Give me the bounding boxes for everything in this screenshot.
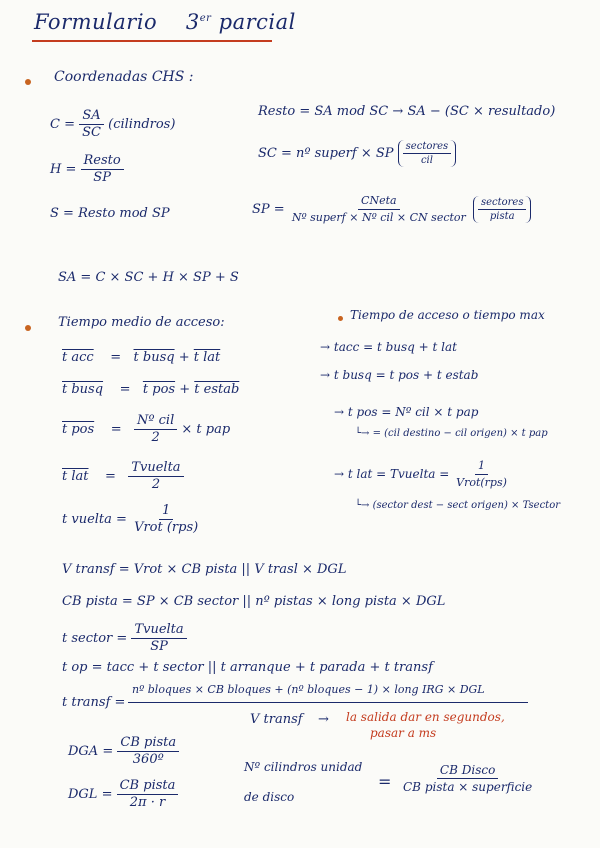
tsector-lhs: t sector = <box>62 631 128 646</box>
max-line-5 <box>334 458 510 491</box>
dga-formula <box>68 735 179 768</box>
h-fraction <box>81 153 124 186</box>
tbusq-lhs: t busq <box>62 382 104 397</box>
c-den: SC <box>82 125 101 140</box>
c-note: (cilindros) <box>108 117 176 132</box>
tsector-den: SP <box>150 639 168 654</box>
c-num: SA <box>79 108 103 125</box>
tvuelta-num: 1 <box>159 503 173 520</box>
dga-fraction <box>117 735 179 768</box>
tlat-fraction <box>128 460 183 493</box>
c-fraction <box>79 108 104 141</box>
tvuelta-fraction <box>131 503 201 536</box>
dgl-num: CB pista <box>117 778 179 795</box>
h-formula <box>50 153 124 186</box>
s-formula: S = Resto mod SP <box>50 206 170 221</box>
max-line-4: └→ = (cil destino − cil origen) × t pap <box>355 428 548 439</box>
tacc-formula <box>62 350 220 365</box>
sp-lhs: SP = <box>252 202 285 217</box>
sa-formula: SA = C × SC + H × SP + S <box>58 270 239 285</box>
tlat-lhs: t lat <box>62 469 89 484</box>
title-underline <box>32 40 272 42</box>
tbusq-rhs-a: t pos <box>142 382 176 397</box>
ncil-den: CB pista × superficie <box>403 780 533 794</box>
max-l5-fraction <box>453 458 510 491</box>
tlat-den: 2 <box>151 477 161 492</box>
chs-heading: Coordenadas CHS : <box>54 69 194 85</box>
ttransf-num: nº bloques × CB bloques + (nº bloques − 1) × long IRG × DGL <box>132 683 485 696</box>
bullet-dot <box>25 79 31 85</box>
dga-den: 360º <box>132 752 164 767</box>
eq-sign: = <box>105 469 116 484</box>
max-line-3: → t pos = Nº cil × t pap <box>334 405 479 419</box>
sc-eq: SC = nº superf × SP <box>258 146 394 161</box>
tvuelta-lhs: t vuelta = <box>62 512 127 527</box>
tpos-num: Nº cil <box>134 413 177 430</box>
plus-sign: + <box>178 350 190 365</box>
dgl-lhs: DGL = <box>68 787 113 802</box>
resto-rhs: SA − (SC × resultado) <box>407 104 556 119</box>
sp-units-den: pista <box>489 211 515 222</box>
title-word: parcial <box>218 10 296 34</box>
ncil-label-1: Nº cilindros unidad <box>244 760 363 774</box>
max-l5-text: → t lat = Tvuelta = <box>334 467 450 481</box>
dgl-den: 2π · r <box>129 795 166 810</box>
sp-units <box>473 196 532 223</box>
page-title <box>34 10 296 34</box>
ttransf-fraction-line <box>128 702 528 703</box>
max-heading: Tiempo de acceso o tiempo max <box>350 308 545 322</box>
tpos-tail: × t pap <box>181 422 231 437</box>
sp-num: CNeta <box>358 193 400 210</box>
h-num: Resto <box>81 153 124 170</box>
sp-formula <box>252 193 531 226</box>
ncil-num: CB Disco <box>437 762 498 779</box>
ttransf-den: V transf <box>250 712 303 727</box>
top-formula: t op = tacc + t sector || t arranque + t parada + t transf <box>62 660 433 675</box>
tpos-formula <box>62 413 230 446</box>
sc-units <box>398 140 457 167</box>
sc-units-num: sectores <box>403 140 452 154</box>
dgl-formula <box>68 778 178 811</box>
h-den: SP <box>93 170 111 185</box>
sp-den: Nº superf × Nº cil × CN sector <box>291 211 466 224</box>
ttransf-lhs: t transf = <box>62 695 126 710</box>
tsector-formula <box>62 622 187 655</box>
tiempo-heading: Tiempo medio de acceso: <box>58 315 225 330</box>
tacc-rhs-a: t busq <box>133 350 175 365</box>
tpos-lhs: t pos <box>62 422 95 437</box>
cbpista-formula: CB pista = SP × CB sector || nº pistas × long pista × DGL <box>62 594 446 609</box>
tlat-formula <box>62 460 184 493</box>
dga-lhs: DGA = <box>68 744 114 759</box>
resto-formula <box>258 104 555 119</box>
tsector-fraction <box>131 622 186 655</box>
max-line-2: → t busq = t pos + t estab <box>320 368 479 382</box>
arrow-icon: → <box>392 104 404 119</box>
dgl-fraction <box>117 778 179 811</box>
bullet-dot <box>25 325 31 331</box>
resto-eq: Resto = SA mod SC <box>258 104 389 119</box>
eq-sign: = <box>110 350 122 365</box>
ncil-eq: = <box>378 772 392 791</box>
tvuelta-den: Vrot (rps) <box>134 520 199 535</box>
note-line-1: la salida dar en segundos, <box>346 710 505 724</box>
plus-sign: + <box>179 382 191 397</box>
ncil-fraction <box>400 762 533 795</box>
tbusq-formula <box>62 382 239 397</box>
sp-units-num: sectores <box>478 196 527 210</box>
ncil-label-2: de disco <box>244 790 295 804</box>
sc-units-den: cil <box>420 155 433 166</box>
eq-sign: = <box>119 382 131 397</box>
sc-formula <box>258 140 456 167</box>
max-l5-num: 1 <box>475 458 488 475</box>
max-line-6: └→ (sector dest − sect origen) × Tsector <box>355 500 560 511</box>
c-formula <box>50 108 175 141</box>
tsector-num: Tvuelta <box>131 622 186 639</box>
tacc-lhs: t acc <box>62 350 94 365</box>
tpos-fraction <box>134 413 177 446</box>
tlat-num: Tvuelta <box>128 460 183 477</box>
h-lhs: H = <box>50 162 77 177</box>
vtransf-formula: V transf = Vrot × CB pista || V trasl × DGL <box>62 562 347 577</box>
title-ordinal: 3 <box>185 10 200 34</box>
max-line-1: → tacc = t busq + t lat <box>320 340 457 354</box>
title-text: Formulario <box>34 10 158 34</box>
sp-fraction <box>289 193 469 226</box>
title-ordinal-sup: er <box>199 13 212 24</box>
tacc-rhs-b: t lat <box>193 350 221 365</box>
note-line-2: pasar a ms <box>370 726 437 740</box>
tbusq-rhs-b: t estab <box>194 382 240 397</box>
eq-sign: = <box>110 422 122 437</box>
c-lhs: C = <box>50 117 75 132</box>
arrow-icon: → <box>318 712 329 727</box>
bullet-dot <box>338 316 343 321</box>
tpos-den: 2 <box>151 430 160 445</box>
max-l5-den: Vrot(rps) <box>456 476 507 489</box>
tvuelta-formula <box>62 503 201 536</box>
dga-num: CB pista <box>117 735 179 752</box>
